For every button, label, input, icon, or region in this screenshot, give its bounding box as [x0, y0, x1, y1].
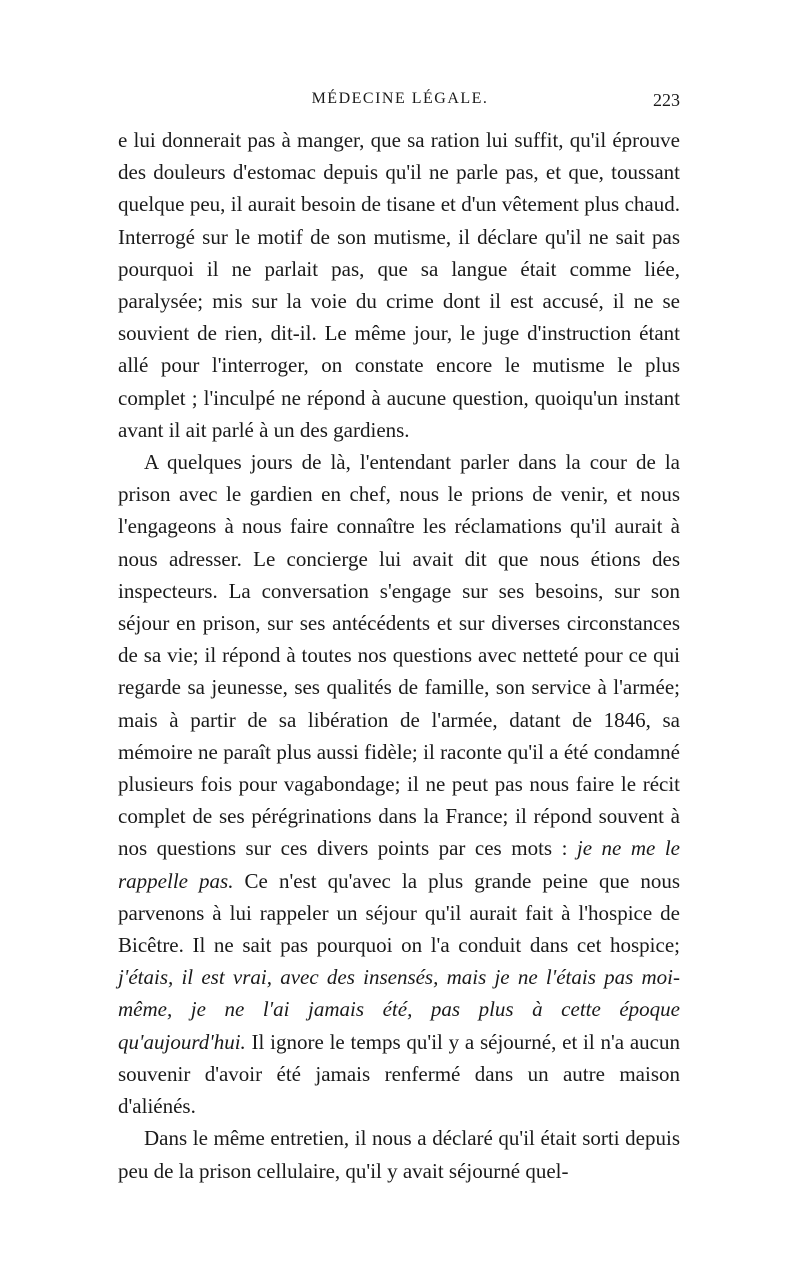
paragraph-3: [118, 1122, 680, 1186]
paragraph-3-text: Dans le même entretien, il nous a déclaré qu'il était sorti depuis peu de la prison cellulaire, qu'il y avait séjourné quel-: [118, 1126, 680, 1183]
paragraph-2-text-b: Ce n'est qu'avec la plus grande peine que nous parvenons à lui rappeler un séjour qu'il aurait fait à l'hospice de Bicêtre. Il ne sait pas pourquoi on l'a conduit dans cet hospice;: [118, 868, 681, 958]
running-head: [120, 90, 680, 118]
page-number: 223: [653, 90, 680, 110]
running-title: MÉDECINE LÉGALE.: [311, 90, 489, 107]
paragraph-2-text-c: Il ignore le temps qu'il y a séjourné, et il n'a aucun souvenir d'avoir été jamais renfermé dans un autre maison d'aliénés.: [118, 1029, 680, 1119]
body-text: [118, 124, 680, 1187]
paragraph-2-italic-b: j'étais, il est vrai, avec des insensés, mais je ne l'étais pas moi-même, je ne l'ai jamais été, pas plus à cette époque qu'aujourd'hui.: [118, 965, 680, 1054]
paragraph-2: [118, 446, 680, 1122]
paragraph-1-text: e lui donnerait pas à manger, que sa ration lui suffit, qu'il éprouve des douleurs d'estomac depuis qu'il ne parle pas, et que, toussant quelque peu, il aurait besoin de tisane et d'un vêtement plus chaud. Interrogé sur le motif de son mutisme, il déclare qu'il ne sait pas pourquoi il ne parlait pas, que sa langue était comme liée, paralysée; mis sur la voie du crime dont il est accusé, il ne se souvient de rien, dit-il. Le même jour, le juge d'instruction étant allé pour l'interroger, on constate encore le mutisme le plus complet ; l'inculpé ne répond à aucune question, quoiqu'un instant avant il ait parlé à un des gardiens.: [118, 128, 680, 442]
paragraph-1: [118, 124, 680, 446]
paragraph-2-italic-a: je ne me le rappelle pas.: [118, 836, 681, 893]
paragraph-2-text-a: A quelques jours de là, l'entendant parler dans la cour de la prison avec le gardien en chef, nous le prions de venir, et nous l'engageons à nous faire connaître les réclamations qu'il aurait à nous adresser. Le concierge lui avait dit que nous étions des inspecteurs. La conversation s'engage sur ses besoins, sur son séjour en prison, sur ses antécédents et sur diverses circonstances de sa vie; il répond à toutes nos questions avec netteté pour ce qui regarde sa jeunesse, ses qualités de famille, son service à l'armée; mais à partir de sa libération de l'armée, datant de 1846, sa mémoire ne paraît plus aussi fidèle; il raconte qu'il a été condamné plusieurs fois pour vagabondage; il ne peut pas nous faire le récit complet de ses pérégrinations dans la France; il répond souvent à nos questions sur ces divers points par ces mots :: [118, 450, 680, 861]
